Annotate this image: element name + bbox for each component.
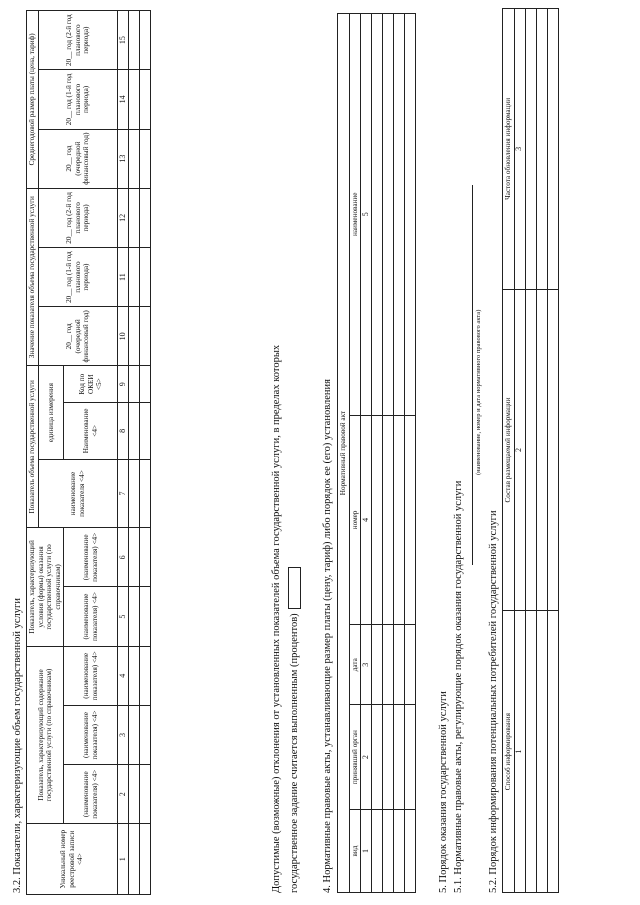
table-row bbox=[140, 11, 151, 895]
section-4-title: 4. Нормативные правовые акты, устанавливающие размер платы (цену, тариф) либо порядок ее (его) установления bbox=[322, 379, 333, 893]
num-cell: 1 bbox=[514, 611, 525, 893]
col-act-authority: принявший орган bbox=[349, 705, 361, 810]
col-price-year0: 20__ год (очередной финансовый год) bbox=[38, 129, 118, 188]
col-price-year1: 20__ год (1-й год планового периода) bbox=[38, 70, 118, 129]
table-row bbox=[547, 9, 558, 893]
num-cell: 3 bbox=[514, 9, 525, 290]
col-act-date: дата bbox=[349, 625, 361, 705]
num-cell: 4 bbox=[118, 646, 129, 705]
section-5-2-title: 5.2. Порядок информирования потенциальных потребителей государственной услуги bbox=[488, 510, 499, 893]
col-act-type: вид bbox=[349, 810, 361, 893]
col-info-content: Состав размещаемой информации bbox=[503, 289, 515, 611]
col-regulatory-act: Нормативный правовой акт bbox=[338, 14, 350, 893]
col-conditions-indicator: Показатель, характеризующий условия (формы) оказания государственной услуги (по справочникам) bbox=[27, 528, 64, 646]
col-act-number: номер bbox=[349, 415, 361, 625]
num-cell: 5 bbox=[118, 587, 129, 646]
col-value-year1: 20__ год (1-й год планового периода) bbox=[38, 247, 118, 306]
col-average-price: Среднегодовой размер платы (цена, тариф) bbox=[27, 11, 39, 189]
col-content-indicator: Показатель, характеризующий содержание государственной услуги (по справочникам) bbox=[27, 646, 64, 824]
col-volume-value: Значение показателя объема государственной услуги bbox=[27, 188, 39, 366]
regulatory-acts-table bbox=[337, 13, 416, 893]
num-cell: 6 bbox=[118, 528, 129, 587]
deviation-input-box[interactable] bbox=[288, 567, 301, 609]
col-unit-name: Наименование <4> bbox=[64, 402, 118, 459]
col-okei: Код по ОКЕИ <5> bbox=[64, 366, 118, 402]
num-cell: 14 bbox=[118, 70, 129, 129]
table-row bbox=[525, 9, 536, 893]
table-row bbox=[129, 11, 140, 895]
table-row bbox=[394, 14, 405, 893]
col-volume-indicator: Показатель объема государственной услуги bbox=[27, 366, 39, 528]
num-cell: 8 bbox=[118, 402, 129, 459]
section-5-1-caption: (наименование, номер и дата нормативного правового акта) bbox=[475, 309, 482, 475]
col-info-method: Способ информирования bbox=[503, 611, 515, 893]
act-underline bbox=[472, 185, 473, 565]
num-cell: 2 bbox=[514, 289, 525, 611]
num-cell: 7 bbox=[118, 459, 129, 527]
col-ind-name-4: (наименование показателя) <4> bbox=[64, 587, 118, 646]
num-cell: 4 bbox=[361, 415, 372, 625]
col-value-year0: 20__ год (очередной финансовый год) bbox=[38, 307, 118, 366]
num-cell: 5 bbox=[361, 14, 372, 416]
col-act-name: наименование bbox=[349, 14, 361, 416]
table-row bbox=[405, 14, 416, 893]
section-3-2-title: 3.2. Показатели, характеризующие объем государственной услуги bbox=[12, 598, 23, 893]
col-unique-number: Уникальный номер реестровой записи <4> bbox=[27, 824, 118, 895]
section-5-title: 5. Порядок оказания государственной услуги bbox=[438, 691, 449, 893]
col-ind-name-5: (наименование показателя) <4> bbox=[64, 528, 118, 587]
num-cell: 3 bbox=[118, 705, 129, 764]
num-cell: 2 bbox=[118, 765, 129, 824]
col-price-year2: 20__ год (2-й год планового периода) bbox=[38, 11, 118, 70]
table-row bbox=[383, 14, 394, 893]
volume-indicators-table bbox=[26, 10, 151, 895]
num-cell: 9 bbox=[118, 366, 129, 402]
num-cell: 15 bbox=[118, 11, 129, 70]
num-cell: 1 bbox=[361, 810, 372, 893]
table-row bbox=[372, 14, 383, 893]
num-cell: 10 bbox=[118, 307, 129, 366]
num-cell: 1 bbox=[118, 824, 129, 895]
num-cell: 3 bbox=[361, 625, 372, 705]
col-ind-name-2: (наименование показателя) <4> bbox=[64, 705, 118, 764]
section-5-1-title: 5.1. Нормативные правовые акты, регулирующие порядок оказания государственной услуги bbox=[453, 480, 464, 893]
num-cell: 11 bbox=[118, 247, 129, 306]
information-table bbox=[502, 8, 559, 893]
num-cell: 2 bbox=[361, 705, 372, 810]
col-ind-name-1: (наименование показателя) <4> bbox=[64, 765, 118, 824]
col-volume-name: наименование показателя <4> bbox=[38, 459, 118, 527]
deviation-text: Допустимые (возможные) отклонения от установленных показателей объема государственной услуги, в пределах которых государственное задание считается выполненным (процентов) bbox=[271, 344, 300, 893]
col-value-year2: 20__ год (2-й год планового периода) bbox=[38, 188, 118, 247]
table-row bbox=[536, 9, 547, 893]
col-unit: единица измерения bbox=[38, 366, 64, 459]
num-cell: 13 bbox=[118, 129, 129, 188]
col-info-frequency: Частота обновления информации bbox=[503, 9, 515, 290]
num-cell: 12 bbox=[118, 188, 129, 247]
col-ind-name-3: (наименование показателя) <4> bbox=[64, 646, 118, 705]
